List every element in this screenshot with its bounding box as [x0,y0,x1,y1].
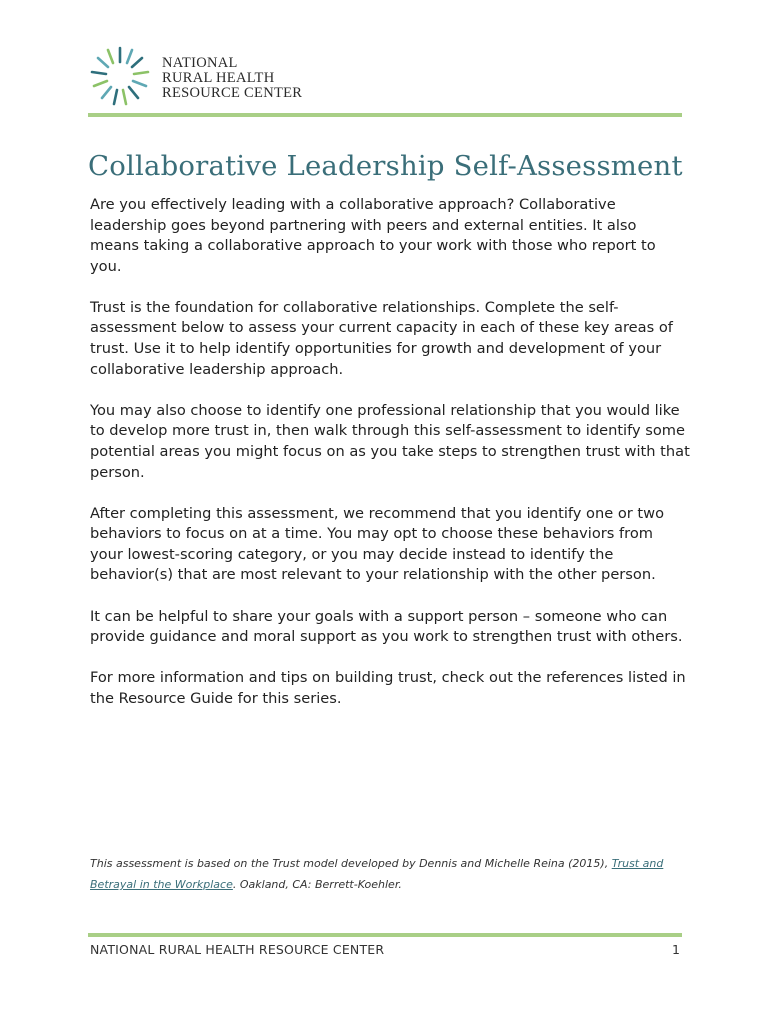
logo-line-1: NATIONAL [162,55,238,71]
header-divider [88,113,682,117]
paragraph: Are you effectively leading with a collaborative approach? Collaborative leadership goes beyond partnering with peers and external entities. It also means taking a collaborative approach to your work with those who report to you. [90,196,656,275]
paragraph: For more information and tips on building trust, check out the references listed in the Resource Guide for this series. [90,669,686,707]
footer-divider [88,933,682,937]
footnote-prefix: This assessment is based on the Trust model developed by Dennis and Michelle Reina (2015), [90,857,612,870]
footer-organization: NATIONAL RURAL HEALTH RESOURCE CENTER [90,942,385,957]
organization-logo [88,44,308,108]
intro-text [90,195,690,730]
paragraph: It can be helpful to share your goals with a support person – someone who can provide guidance and moral support as you work to strengthen trust with others. [90,607,683,646]
paragraph: You may also choose to identify one professional relationship that you would like to develop more trust in, then walk through this self-assessment to identify some potential areas you might focus on as you take steps to strengthen trust with that person. [90,401,690,481]
paragraph: After completing this assessment, we recommend that you identify one or two behaviors to focus on at a time. You may opt to choose these behaviors from your lowest-scoring category, or you may decide instead to identify the behavior(s) that are most relevant to your relationship with the other person. [90,504,665,584]
logo-wordmark [162,56,302,101]
footnote-suffix: . Oakland, CA: Berrett-Koehler. [232,878,402,891]
citation-footnote [90,853,690,895]
starburst-logo-icon [88,44,152,108]
book-title-link[interactable]: Trust and Betrayal in the Workplace [90,857,664,891]
logo-line-2: RURAL HEALTH [162,70,275,86]
logo-line-3: RESOURCE CENTER [162,85,303,101]
page-title: Collaborative Leadership Self-Assessment [88,150,683,182]
paragraph: Trust is the foundation for collaborative relationships. Complete the self-assessment below to assess your current capacity in each of these key areas of trust. Use it to help identify opportunities for growth and development of your collaborative leadership approach. [90,298,673,378]
page-number: 1 [672,942,680,957]
